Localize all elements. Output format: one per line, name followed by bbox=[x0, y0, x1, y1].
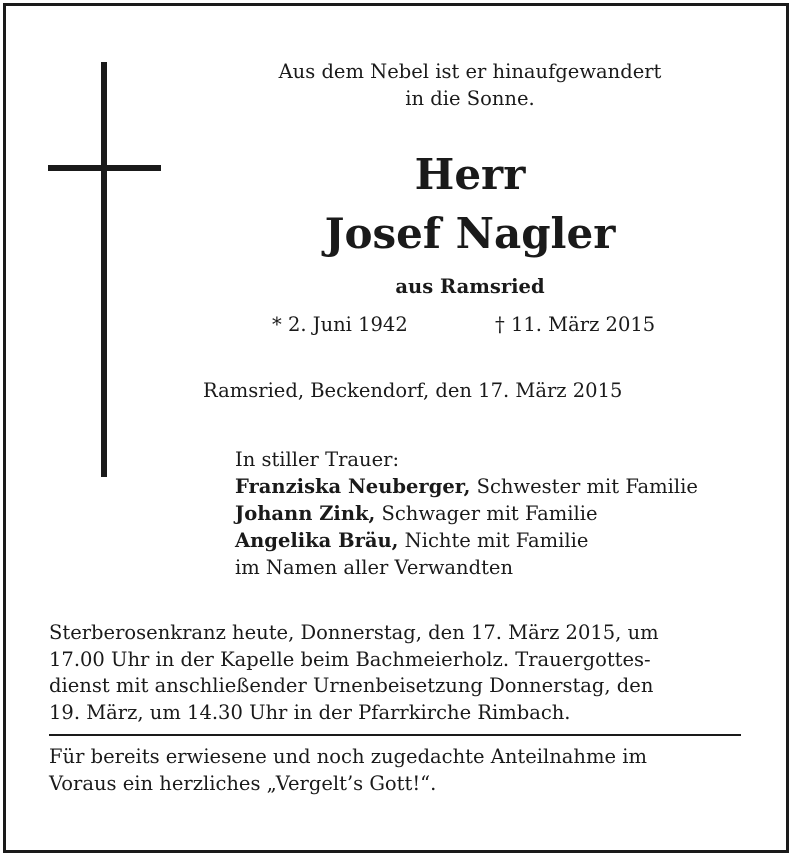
cross-vertical-bar bbox=[101, 62, 107, 477]
divider bbox=[49, 734, 741, 736]
mourner-name: Franziska Neuberger, bbox=[235, 475, 471, 498]
origin: aus Ramsried bbox=[395, 275, 545, 298]
mourner-relation: Schwester mit Familie bbox=[470, 475, 698, 498]
salutation: Herr bbox=[414, 150, 526, 199]
mourners-block bbox=[235, 446, 698, 581]
mourner-relation: Nichte mit Familie bbox=[398, 529, 589, 552]
mourners-intro: In stiller Trauer: bbox=[235, 448, 400, 471]
service-notice bbox=[49, 620, 741, 726]
deceased-name: Josef Nagler bbox=[324, 209, 616, 258]
motto-line: Aus dem Nebel ist er hinaufgewandert bbox=[278, 60, 662, 83]
mourner-name: Johann Zink, bbox=[235, 502, 376, 525]
mourner-entry bbox=[235, 473, 698, 500]
service-notice-line: 19. März, um 14.30 Uhr in der Pfarrkirche Rimbach. bbox=[49, 700, 571, 724]
thanks-line: Voraus ein herzliches „Vergelt’s Gott!“. bbox=[49, 771, 437, 795]
thanks-line: Für bereits erwiesene und noch zugedachte Anteilnahme im bbox=[49, 745, 647, 768]
birth-date: * 2. Juni 1942 bbox=[272, 313, 408, 336]
thanks-notice bbox=[49, 744, 741, 797]
cross-horizontal-bar bbox=[48, 165, 161, 171]
death-date: † 11. März 2015 bbox=[495, 313, 656, 336]
service-notice-line: Sterberosenkranz heute, Donnerstag, den 17. März 2015, um bbox=[49, 621, 659, 644]
mourner-relation: Schwager mit Familie bbox=[375, 502, 598, 525]
mourner-name: Angelika Bräu, bbox=[235, 529, 399, 552]
motto-line: in die Sonne. bbox=[405, 87, 535, 110]
mourner-entry bbox=[235, 527, 698, 554]
service-notice-line: 17.00 Uhr in der Kapelle beim Bachmeierholz. Trauergottes- bbox=[49, 647, 651, 671]
motto bbox=[195, 58, 745, 112]
mourner-entry bbox=[235, 500, 698, 527]
place-date: Ramsried, Beckendorf, den 17. März 2015 bbox=[203, 379, 623, 402]
service-notice-line: dienst mit anschließender Urnenbeisetzung Donnerstag, den bbox=[49, 674, 654, 697]
mourners-closing: im Namen aller Verwandten bbox=[235, 556, 514, 579]
